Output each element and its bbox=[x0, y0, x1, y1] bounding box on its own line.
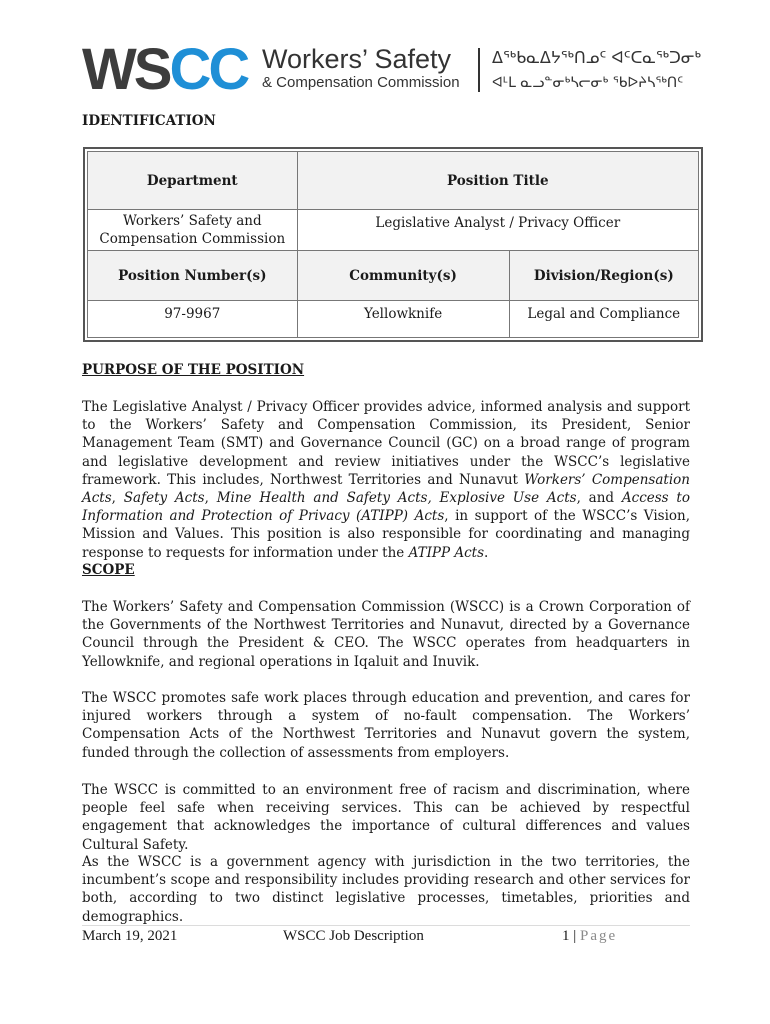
footer-date: March 19, 2021 bbox=[82, 928, 178, 944]
identification-heading: IDENTIFICATION bbox=[82, 113, 216, 129]
footer-separator: | bbox=[573, 928, 577, 944]
logo-divider bbox=[478, 48, 480, 92]
logo-org-name-line1: Workers’ Safety bbox=[262, 44, 452, 74]
footer-doc-title: WSCC Job Description bbox=[283, 928, 424, 944]
community-header: Community(s) bbox=[297, 251, 509, 301]
purpose-heading: PURPOSE OF THE POSITION bbox=[82, 362, 305, 378]
logo-mark: WSCC bbox=[82, 37, 248, 102]
scope-heading: SCOPE bbox=[82, 562, 135, 578]
wscc-logo bbox=[82, 37, 702, 102]
division-value: Legal and Compliance bbox=[509, 301, 698, 338]
department-header: Department bbox=[88, 152, 298, 210]
scope-paragraph-3: The WSCC is committed to an environment free of racism and discrimination, where people feel safe when receiving services. This can be achieved by respectful engagement that acknowledges the importance of cultural differences and values Cultural Safety. bbox=[82, 782, 690, 853]
identification-table bbox=[83, 147, 703, 342]
position-title-value: Legislative Analyst / Privacy Officer bbox=[297, 210, 698, 251]
scope-paragraph-1: The Workers’ Safety and Compensation Commission (WSCC) is a Crown Corporation of the Governments of the Northwest Territories and Nunavut, directed by a Governance Council through the President & CEO. The WSCC operates from headquarters in Yellowknife, and regional operations in Iqaluit and Inuvik. bbox=[82, 599, 690, 670]
division-header: Division/Region(s) bbox=[509, 251, 698, 301]
footer-page-number: 1 bbox=[562, 928, 570, 944]
logo-inuktitut-line2: ᐊᒻᒪ ᓇᓗᓐᓂᒃᓴᓕᓂᒃ ᖃᐅᔨᓴᖅᑎᑦ bbox=[492, 75, 684, 91]
position-number-value: 97-9967 bbox=[88, 301, 298, 338]
department-value: Workers’ Safety and Compensation Commission bbox=[88, 210, 298, 251]
scope-paragraph-2: The WSCC promotes safe work places through education and prevention, and cares for injured workers through a system of no-fault compensation. The Workers’ Compensation Acts of the Northwest Territories and Nunavut govern the system, funded through the collection of assessments from employers. bbox=[82, 690, 690, 761]
position-title-header: Position Title bbox=[297, 152, 698, 210]
footer-page-word: Page bbox=[580, 928, 618, 944]
community-value: Yellowknife bbox=[297, 301, 509, 338]
footer-divider bbox=[82, 925, 690, 926]
footer-page-indicator bbox=[562, 928, 617, 945]
purpose-paragraph: The Legislative Analyst / Privacy Officer provides advice, informed analysis and support to the Workers’ Safety and Compensation Commission, its President, Senior Management Team (SMT) and Governance Council (GC) on a broad range of program and legislative development and review initiatives under the WSCC’s legislative framework. This includes, Northwest Territories and Nunavut Workers’ Compensation Acts, Safety Acts, Mine Health and Safety Acts, Explosive Use Acts, and Access to Information and Protection of Privacy (ATIPP) Acts, in support of the WSCC’s Vision, Mission and Values. This position is also responsible for coordinating and managing response to requests for information under the ATIPP Acts. bbox=[82, 399, 690, 561]
scope-paragraph-4: As the WSCC is a government agency with jurisdiction in the two territories, the incumbent’s scope and responsibility includes providing research and other services for both, according to two distinct legislative processes, timetables, priorities and demographics. bbox=[82, 854, 690, 925]
position-number-header: Position Number(s) bbox=[88, 251, 298, 301]
logo-org-name-line2: & Compensation Commission bbox=[262, 74, 460, 91]
logo-inuktitut-line1: ᐃᖅᑲᓇᐃᔭᖅᑎᓄᑦ ᐊᑦᑕᓇᖅᑐᓂᒃ bbox=[492, 48, 701, 67]
